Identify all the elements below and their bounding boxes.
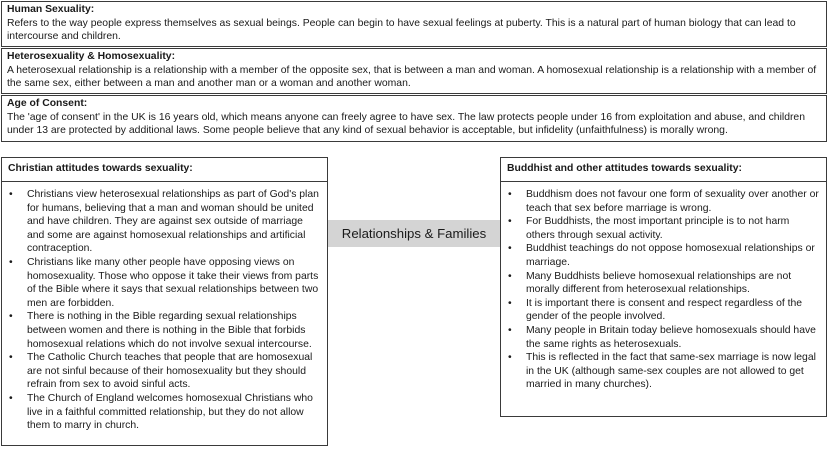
list-item (8, 351, 321, 392)
list-item-text: Buddhist teachings do not oppose homosexual relationships or marriage. (526, 243, 815, 268)
list-item-text: Many Buddhists believe homosexual relationships are not morally different from heterosexual relationships. (526, 270, 792, 296)
age-of-consent-text: The 'age of consent' in the UK is 16 years old, which means anyone can freely agree to have sex. The law protects people under 16 from exploitation and abuse, and children under 13 are protected by additional laws. Some people believe that any kind of sexual behavior is acceptable, but infidelity (unfaithfulness) is morally wrong. (7, 111, 805, 137)
human-sexuality-box (1, 1, 827, 47)
list-item-text: This is reflected in the fact that same-sex marriage is now legal in the UK (although same-sex couples are not allowed to get married in many churches). (526, 352, 816, 391)
bullet-icon: • (508, 324, 512, 336)
bullet-icon: • (508, 352, 512, 364)
list-item (8, 256, 321, 310)
list-item (507, 351, 820, 392)
list-item-text: Buddhism does not favour one form of sexuality over another or teach that sex before marriage is wrong. (526, 189, 819, 214)
bullet-icon: • (508, 216, 512, 228)
list-item (8, 310, 321, 351)
bullet-icon: • (9, 189, 13, 200)
list-item (507, 297, 820, 324)
hetero-homo-text: A heterosexual relationship is a relationship with a member of the opposite sex, that is between a man and woman. A homosexual relationship is a relationship with a member of the same sex, either between a man and another man or a woman and another woman. (7, 64, 817, 90)
center-topic-label: Relationships & Families (328, 220, 500, 247)
bullet-icon: • (9, 392, 13, 404)
list-item (8, 188, 321, 256)
list-item-text: The Church of England welcomes homosexual Christians who live in a faithful committed relationship, but they do not allow them to marry in church. (27, 392, 313, 432)
list-item (507, 270, 820, 297)
list-item (507, 242, 820, 269)
list-item-text: The Catholic Church teaches that people that are homosexual are not sinful because of their homosexuality but they should refrain from sex to avoid sinful acts. (27, 352, 313, 391)
bullet-icon: • (9, 256, 13, 268)
human-sexuality-text: Refers to the way people express themselves as sexual beings. People can begin to have sexual feelings at puberty. This is a natural part of human biology that can lead to intercourse and children. (7, 17, 796, 43)
bullet-icon: • (9, 311, 13, 323)
bullet-icon: • (508, 243, 512, 255)
bullet-icon: • (508, 270, 512, 282)
bullet-icon: • (508, 189, 512, 200)
age-of-consent-heading: Age of Consent: (7, 98, 88, 109)
age-of-consent-box (1, 95, 827, 142)
list-item (8, 392, 321, 433)
hetero-homo-box (1, 48, 827, 94)
christian-attitudes-box (1, 157, 328, 446)
christian-attitudes-title: Christian attitudes towards sexuality: (2, 158, 327, 182)
list-item-text: Christians view heterosexual relationships as part of God's plan for humans, believing that a man and woman should be united and have children. They are against sex outside of marriage and some are against homosexual relationships and artificial contraception. (27, 189, 319, 255)
buddhist-attitudes-list (501, 182, 826, 392)
christian-attitudes-list (2, 182, 327, 433)
list-item (507, 215, 820, 242)
list-item-text: For Buddhists, the most important principle is to not harm others through sexual activity. (526, 216, 790, 241)
buddhist-attitudes-title: Buddhist and other attitudes towards sexuality: (501, 158, 826, 182)
hetero-homo-heading: Heterosexuality & Homosexuality: (7, 51, 176, 62)
buddhist-attitudes-box (500, 157, 827, 417)
list-item-text: Many people in Britain today believe homosexuals should have the same rights as heterosexuals. (526, 324, 816, 350)
bullet-icon: • (508, 297, 512, 309)
list-item (507, 324, 820, 351)
list-item-text: It is important there is consent and respect regardless of the gender of the people involved. (526, 297, 803, 323)
list-item-text: There is nothing in the Bible regarding sexual relationships between women and there is nothing in the Bible that forbids homosexual relations which do not involve sexual intercourse. (27, 311, 312, 350)
list-item (507, 188, 820, 215)
list-item-text: Christians like many other people have opposing views on homosexuality. Those who oppose it take their views from parts of the Bible where it says that sexual relationships between two men are forbidden. (27, 256, 319, 309)
bullet-icon: • (9, 352, 13, 364)
human-sexuality-heading: Human Sexuality: (7, 4, 95, 15)
